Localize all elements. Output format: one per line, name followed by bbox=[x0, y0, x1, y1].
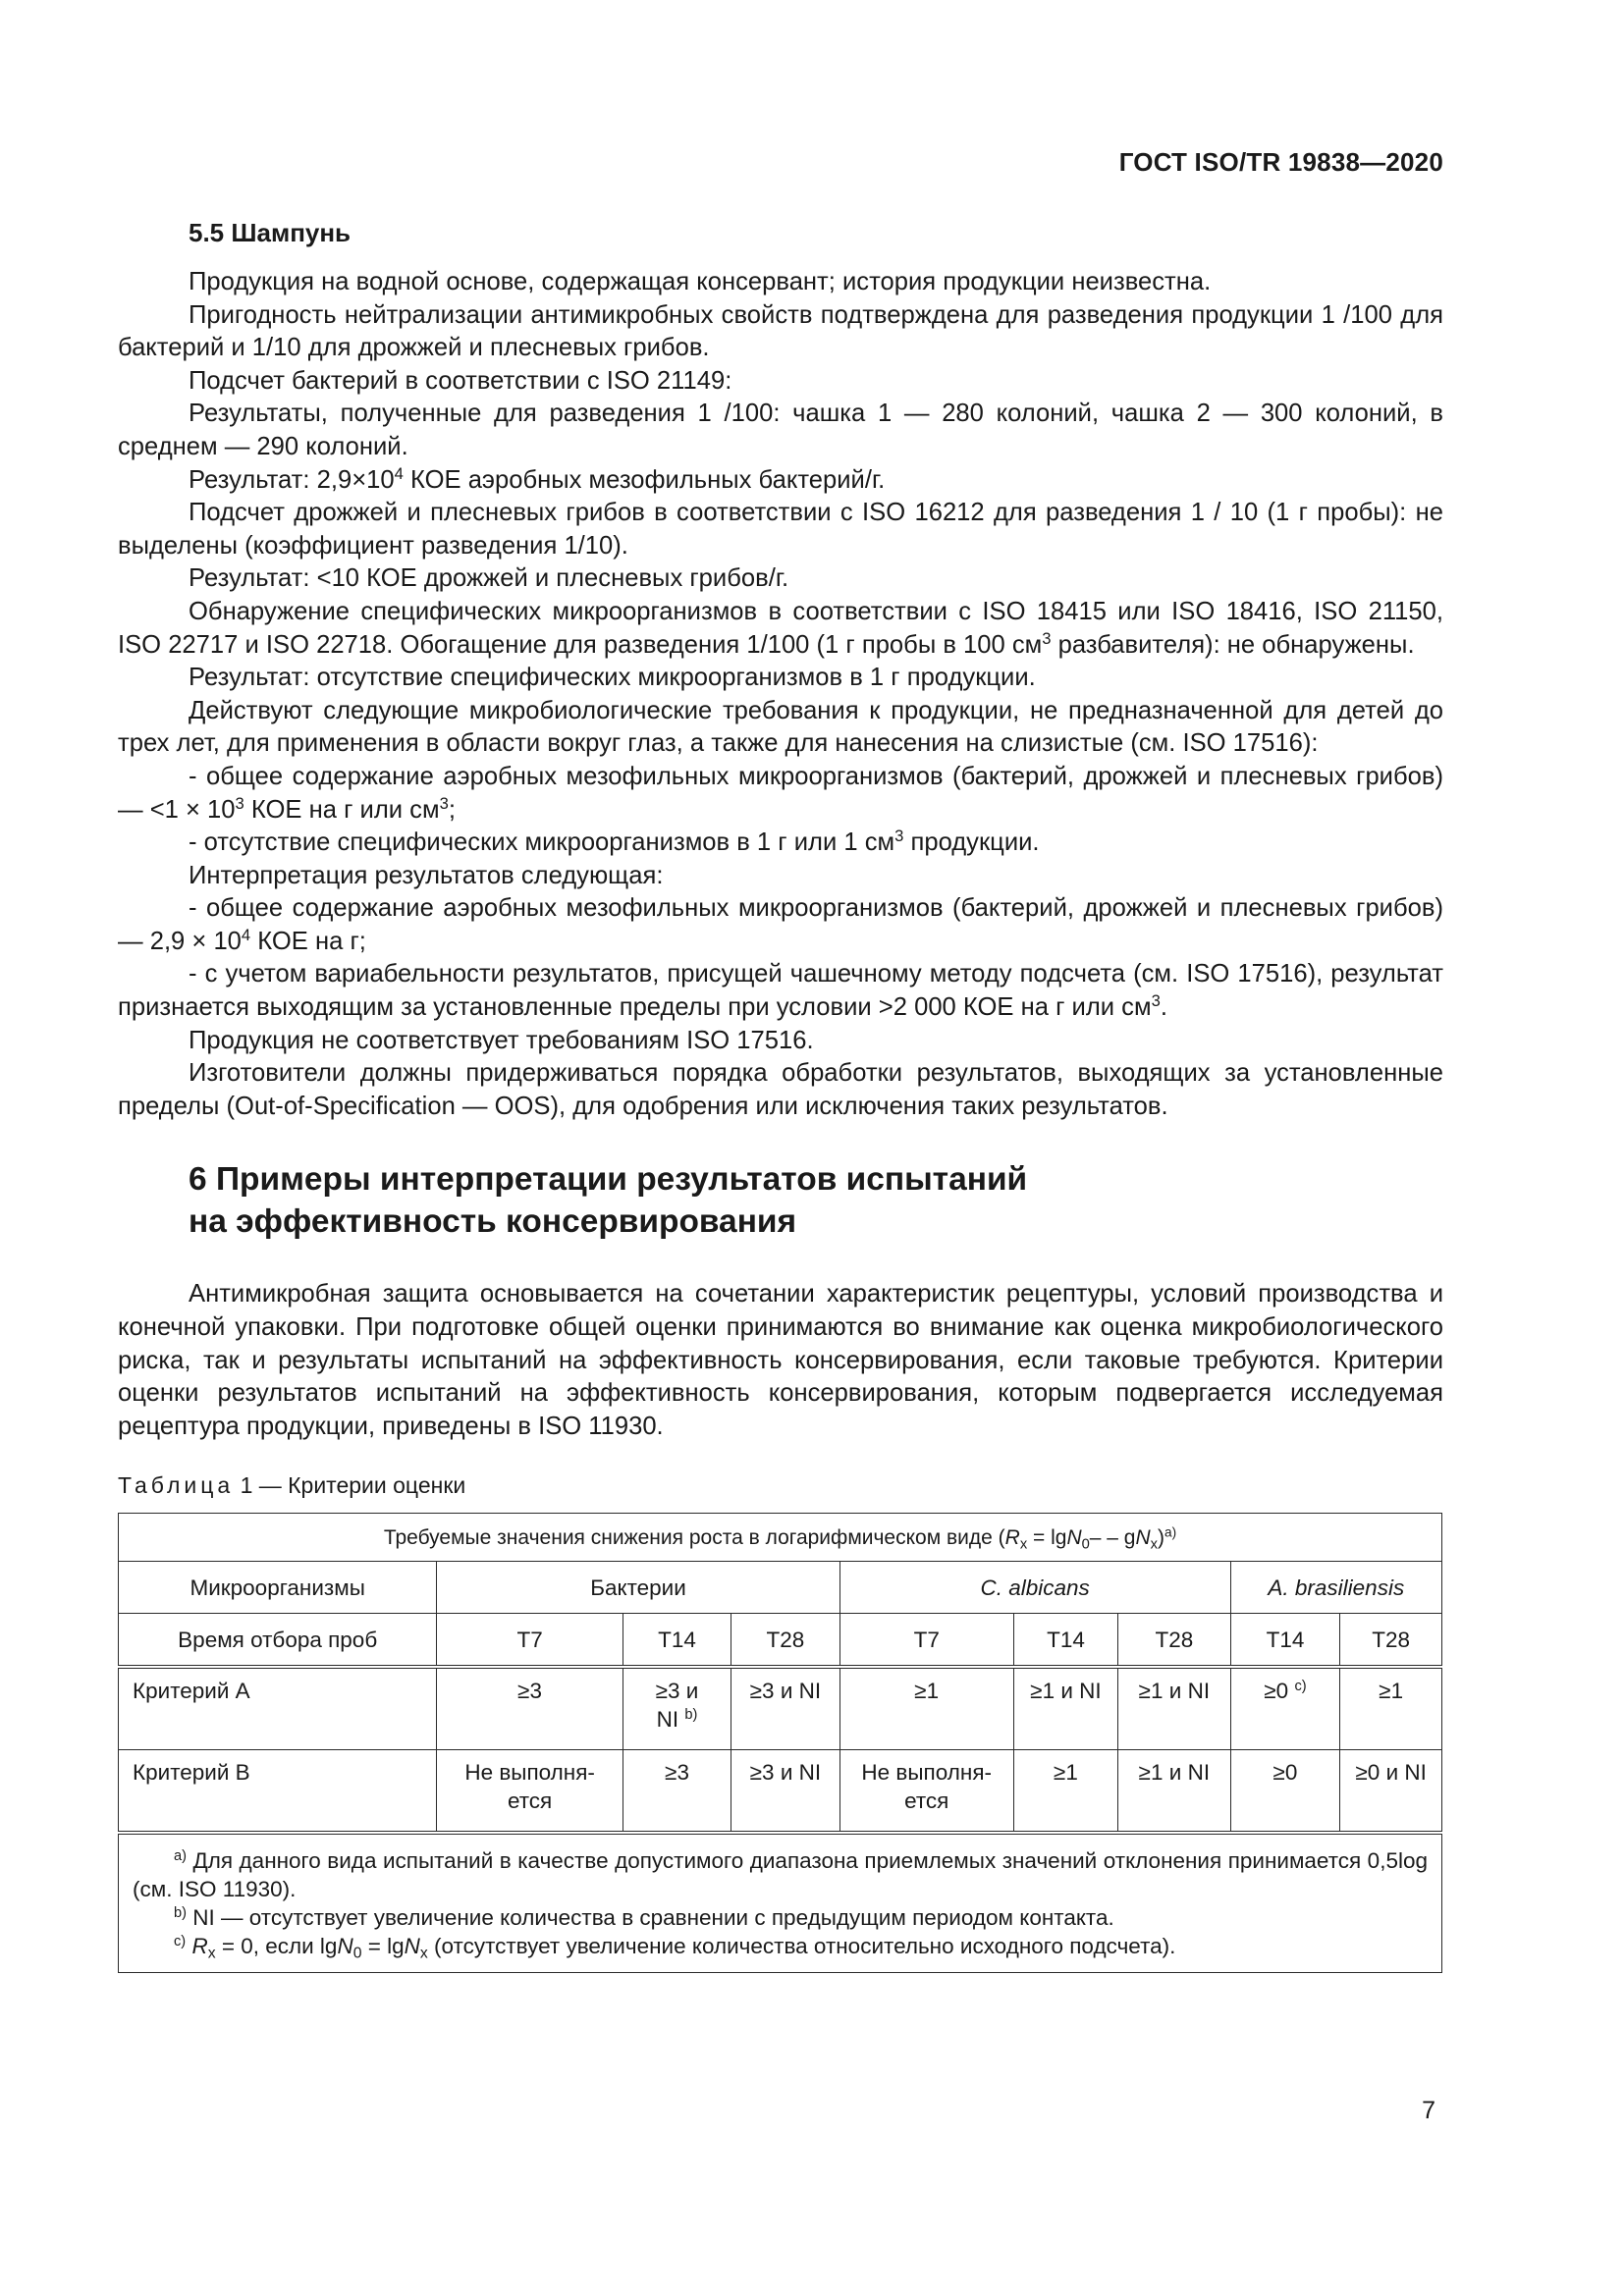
header-sampling-time: Время отбора проб bbox=[119, 1614, 437, 1668]
paragraph: Изготовители должны придерживаться порядка обработки результатов, выходящих за установленные пределы (Out-of-Specification — OOS), для одобрения или исключения таких результатов. bbox=[118, 1059, 1443, 1120]
header-c-albicans: C. albicans bbox=[839, 1562, 1230, 1614]
header-microorganisms: Микроорганизмы bbox=[119, 1562, 437, 1614]
table-cell: ≥1 bbox=[839, 1667, 1013, 1750]
paragraph: Пригодность нейтрализации антимикробных свойств подтверждена для разведения продукции 1 /100 для бактерий и 1/10 для дрожжей и плесневых грибов. bbox=[118, 300, 1443, 362]
criterion-label: Критерий А bbox=[119, 1667, 437, 1750]
time-cell: T28 bbox=[731, 1614, 839, 1668]
list-item: - с учетом вариабельности результатов, присущей чашечному методу подсчета (см. ISO 17516), результат признается выходящим за установленные пределы при условии >2 000 КОЕ на г или $см^3$. bbox=[118, 960, 1443, 1022]
table-cell: ≥1 bbox=[1013, 1750, 1117, 1834]
table-cell: ≥3 bbox=[437, 1667, 623, 1750]
page-number: 7 bbox=[1422, 2097, 1435, 2124]
paragraph: Продукция на водной основе, содержащая консервант; история продукции неизвестна. bbox=[189, 268, 1212, 295]
footnote-a: $^{a)}$ Для данного вида испытаний в качестве допустимого диапазона приемлемых значений отклонения принимается 0,5log (см. ISO 11930). bbox=[133, 1848, 1428, 1902]
table-notes bbox=[119, 1833, 1442, 1973]
table-cell: ≥3 и NI bbox=[731, 1750, 839, 1834]
table-cell: Не выполня- ется bbox=[437, 1750, 623, 1834]
table-row bbox=[119, 1750, 1442, 1834]
paragraph: Антимикробная защита основывается на сочетании характеристик рецептуры, условий производства и конечной упаковки. При подготовке общей оценки принимаются во внимание как оценка микробиологического риска, так и результаты испытаний на эффективность консервирования, если таковые требуются. Критерии оценки результатов испытаний на эффективность консервирования, которым подвергается исследуемая рецептура продукции, приведены в ISO 11930. bbox=[118, 1280, 1443, 1440]
table-row bbox=[119, 1667, 1442, 1750]
time-cell: T7 bbox=[437, 1614, 623, 1668]
paragraph: Подсчет дрожжей и плесневых грибов в соответствии с ISO 16212 для разведения 1 / 10 (1 г пробы): не выделены (коэффициент разведения 1/10). bbox=[118, 499, 1443, 560]
table-cell: ≥0 $^{c)}$ bbox=[1230, 1667, 1340, 1750]
table-cell: ≥1 и NI bbox=[1118, 1750, 1230, 1834]
standard-number: ГОСТ ISO/TR 19838—2020 bbox=[1118, 147, 1443, 177]
section-5-5-title: 5.5 Шампунь bbox=[189, 218, 352, 247]
paragraph: Обнаружение специфических микроорганизмов в соответствии с ISO 18415 или ISO 18416, ISO 21150, ISO 22717 и ISO 22718. Обогащение для разведения 1/100 (1 г пробы в 100 $см^3$ разбавителя): не обнаружены. bbox=[118, 597, 1443, 659]
page-content bbox=[118, 218, 1443, 1973]
table-cell: ≥1 bbox=[1340, 1667, 1442, 1750]
paragraph: Продукция не соответствует требованиям ISO 17516. bbox=[189, 1026, 814, 1054]
paragraph: Результат: отсутствие специфических микроорганизмов в 1 г продукции. bbox=[189, 664, 1036, 692]
table-cell: Не выполня- ется bbox=[839, 1750, 1013, 1834]
table-cell: ≥1 и NI bbox=[1118, 1667, 1230, 1750]
paragraph: Подсчет бактерий в соответствии с ISO 21149: bbox=[189, 366, 732, 395]
list-item: - общее содержание аэробных мезофильных микроорганизмов (бактерий, дрожжей и плесневых грибов) — $2,9 \times 10^4$ КОЕ на г; bbox=[118, 894, 1443, 955]
section-6-title: 6 Примеры интерпретации результатов испытаний на эффективность консервирования bbox=[189, 1161, 1028, 1241]
table-cell: ≥1 и NI bbox=[1013, 1667, 1117, 1750]
time-cell: T14 bbox=[623, 1614, 731, 1668]
footnote-b: $^{b)}$ NI — отсутствует увеличение количества в сравнении с предыдущим периодом контакта. bbox=[174, 1905, 1114, 1931]
time-cell: T28 bbox=[1340, 1614, 1442, 1668]
header-a-brasiliensis: A. brasiliensis bbox=[1230, 1562, 1441, 1614]
header-bacteria: Бактерии bbox=[437, 1562, 839, 1614]
footnote-c: $^{c)}$ $R_x = 0$, если lgN$_0$ = lgN$_x$ (отсутствует увеличение количества относительно исходного подсчета). bbox=[174, 1934, 1176, 1963]
paragraph: Результаты, полученные для разведения 1 /100: чашка 1 — 280 колоний, чашка 2 — 300 колоний, в среднем — 290 колоний. bbox=[118, 400, 1443, 460]
list-item: - отсутствие специфических микроорганизмов в 1 г или 1 $см^3$ продукции. bbox=[189, 826, 1040, 857]
table-top-header: Требуемые значения снижения роста в логарифмическом виде $(R_x = \lg N_0- - gN_x)^{a)}$ bbox=[119, 1514, 1442, 1562]
paragraph: Интерпретация результатов следующая: bbox=[189, 861, 664, 889]
table-cell: ≥3 и NI $^{b)}$ bbox=[623, 1667, 731, 1750]
table-cell: ≥0 bbox=[1230, 1750, 1340, 1834]
criteria-table bbox=[118, 1513, 1442, 1973]
time-cell: T28 bbox=[1118, 1614, 1230, 1668]
time-cell: T7 bbox=[839, 1614, 1013, 1668]
table-cell: ≥3 bbox=[623, 1750, 731, 1834]
paragraph: Результат: $2,9\times 10^4$ КОЕ аэробных мезофильных бактерий/г. bbox=[189, 463, 886, 494]
table-caption: Таблица 1 — Критерии оценки bbox=[118, 1472, 466, 1499]
criterion-label: Критерий В bbox=[119, 1750, 437, 1834]
list-item: - общее содержание аэробных мезофильных микроорганизмов (бактерий, дрожжей и плесневых грибов) — $<1 \times 10^3$ КОЕ на г или $см^3$; bbox=[118, 762, 1443, 824]
table-cell: ≥0 и NI bbox=[1340, 1750, 1442, 1834]
paragraph: Действуют следующие микробиологические требования к продукции, не предназначенной для детей до трех лет, для применения в области вокруг глаз, а также для нанесения на слизистые (см. ISO 17516): bbox=[118, 696, 1443, 758]
table-cell: ≥3 и NI bbox=[731, 1667, 839, 1750]
time-cell: T14 bbox=[1230, 1614, 1340, 1668]
paragraph: Результат: <10 КОЕ дрожжей и плесневых грибов/г. bbox=[189, 564, 789, 593]
time-cell: T14 bbox=[1013, 1614, 1117, 1668]
